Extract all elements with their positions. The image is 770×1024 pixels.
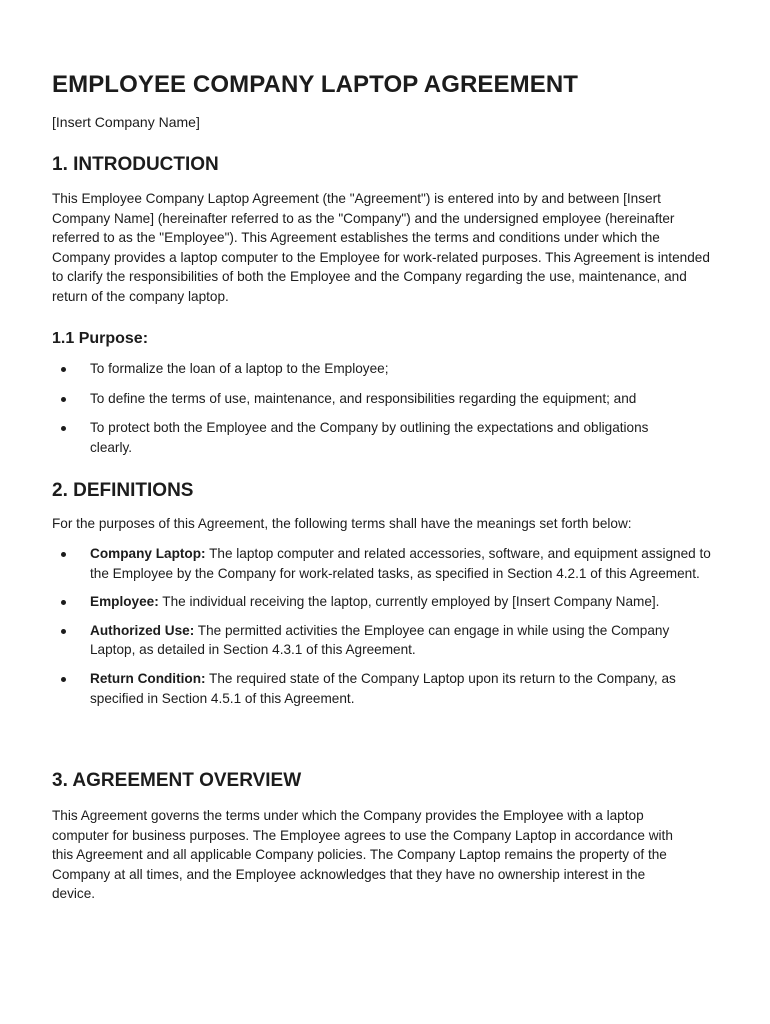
definition-term: Employee: <box>90 594 159 610</box>
definition-term: Return Condition: <box>90 670 206 686</box>
purpose-item-text: To define the terms of use, maintenance, and responsibilities regarding the equipment; and <box>90 390 637 406</box>
bullet-icon <box>61 600 66 605</box>
document-title: EMPLOYEE COMPANY LAPTOP AGREEMENT <box>52 71 579 98</box>
definition-term: Authorized Use: <box>90 622 195 638</box>
overview-paragraph: This Agreement governs the terms under which the Company provides the Employee with a laptop computer for business purposes. The Employee agrees to use the Company Laptop in accordance with this Agreement and all applicable Company policies. The Company Laptop remains the property of the Company at all times, and the Employee acknowledges that they have no ownership interest in the device. <box>52 808 673 902</box>
list-item <box>52 418 722 457</box>
list-item <box>52 621 722 660</box>
list-item <box>52 359 722 379</box>
bullet-icon <box>61 397 66 402</box>
company-name-placeholder: [Insert Company Name] <box>52 114 200 130</box>
definition-text: The laptop computer and related accessories, software, and equipment assigned to the Employee by the Company for work-related tasks, as specified in Section 4.2.1 of this Agreement. <box>90 546 711 581</box>
purpose-item-text: To protect both the Employee and the Company by outlining the expectations and obligations clearly. <box>90 420 649 455</box>
list-item <box>52 592 722 612</box>
definitions-list <box>52 544 722 708</box>
definition-text: The individual receiving the laptop, currently employed by [Insert Company Name]. <box>158 594 660 610</box>
definition-text: The permitted activities the Employee can engage in while using the Company Laptop, as detailed in Section 4.3.1 of this Agreement. <box>90 622 670 658</box>
list-item <box>52 389 722 409</box>
bullet-icon <box>61 677 66 682</box>
list-item <box>52 669 722 708</box>
definition-text: The required state of the Company Laptop upon its return to the Company, as specified in Section 4.5.1 of this Agreement. <box>90 670 676 706</box>
section-heading-introduction: 1. INTRODUCTION <box>52 154 219 175</box>
list-item <box>52 544 722 583</box>
definitions-intro: For the purposes of this Agreement, the following terms shall have the meanings set forth below: <box>52 516 632 531</box>
purpose-item-text: To formalize the loan of a laptop to the Employee; <box>90 361 389 376</box>
introduction-paragraph: This Employee Company Laptop Agreement (the "Agreement") is entered into by and between [Insert Company Name] (hereinafter referred to as the "Company") and the undersigned employee (hereinafter referred to as the "Employee"). This Agreement establishes the terms and conditions under which the Company provides a laptop computer to the Employee for work-related purposes. This Agreement is intended to clarify the responsibilities of both the Employee and the Company regarding the use, maintenance, and return of the company laptop. <box>52 191 710 304</box>
bullet-icon <box>61 367 66 372</box>
bullet-icon <box>61 426 66 431</box>
purpose-list <box>52 359 722 457</box>
definition-term: Company Laptop: <box>90 546 206 561</box>
section-heading-agreement-overview: 3. AGREEMENT OVERVIEW <box>52 770 302 791</box>
bullet-icon <box>61 552 66 557</box>
bullet-icon <box>61 629 66 634</box>
section-heading-definitions: 2. DEFINITIONS <box>52 480 194 501</box>
subsection-heading-purpose: 1.1 Purpose: <box>52 330 149 347</box>
